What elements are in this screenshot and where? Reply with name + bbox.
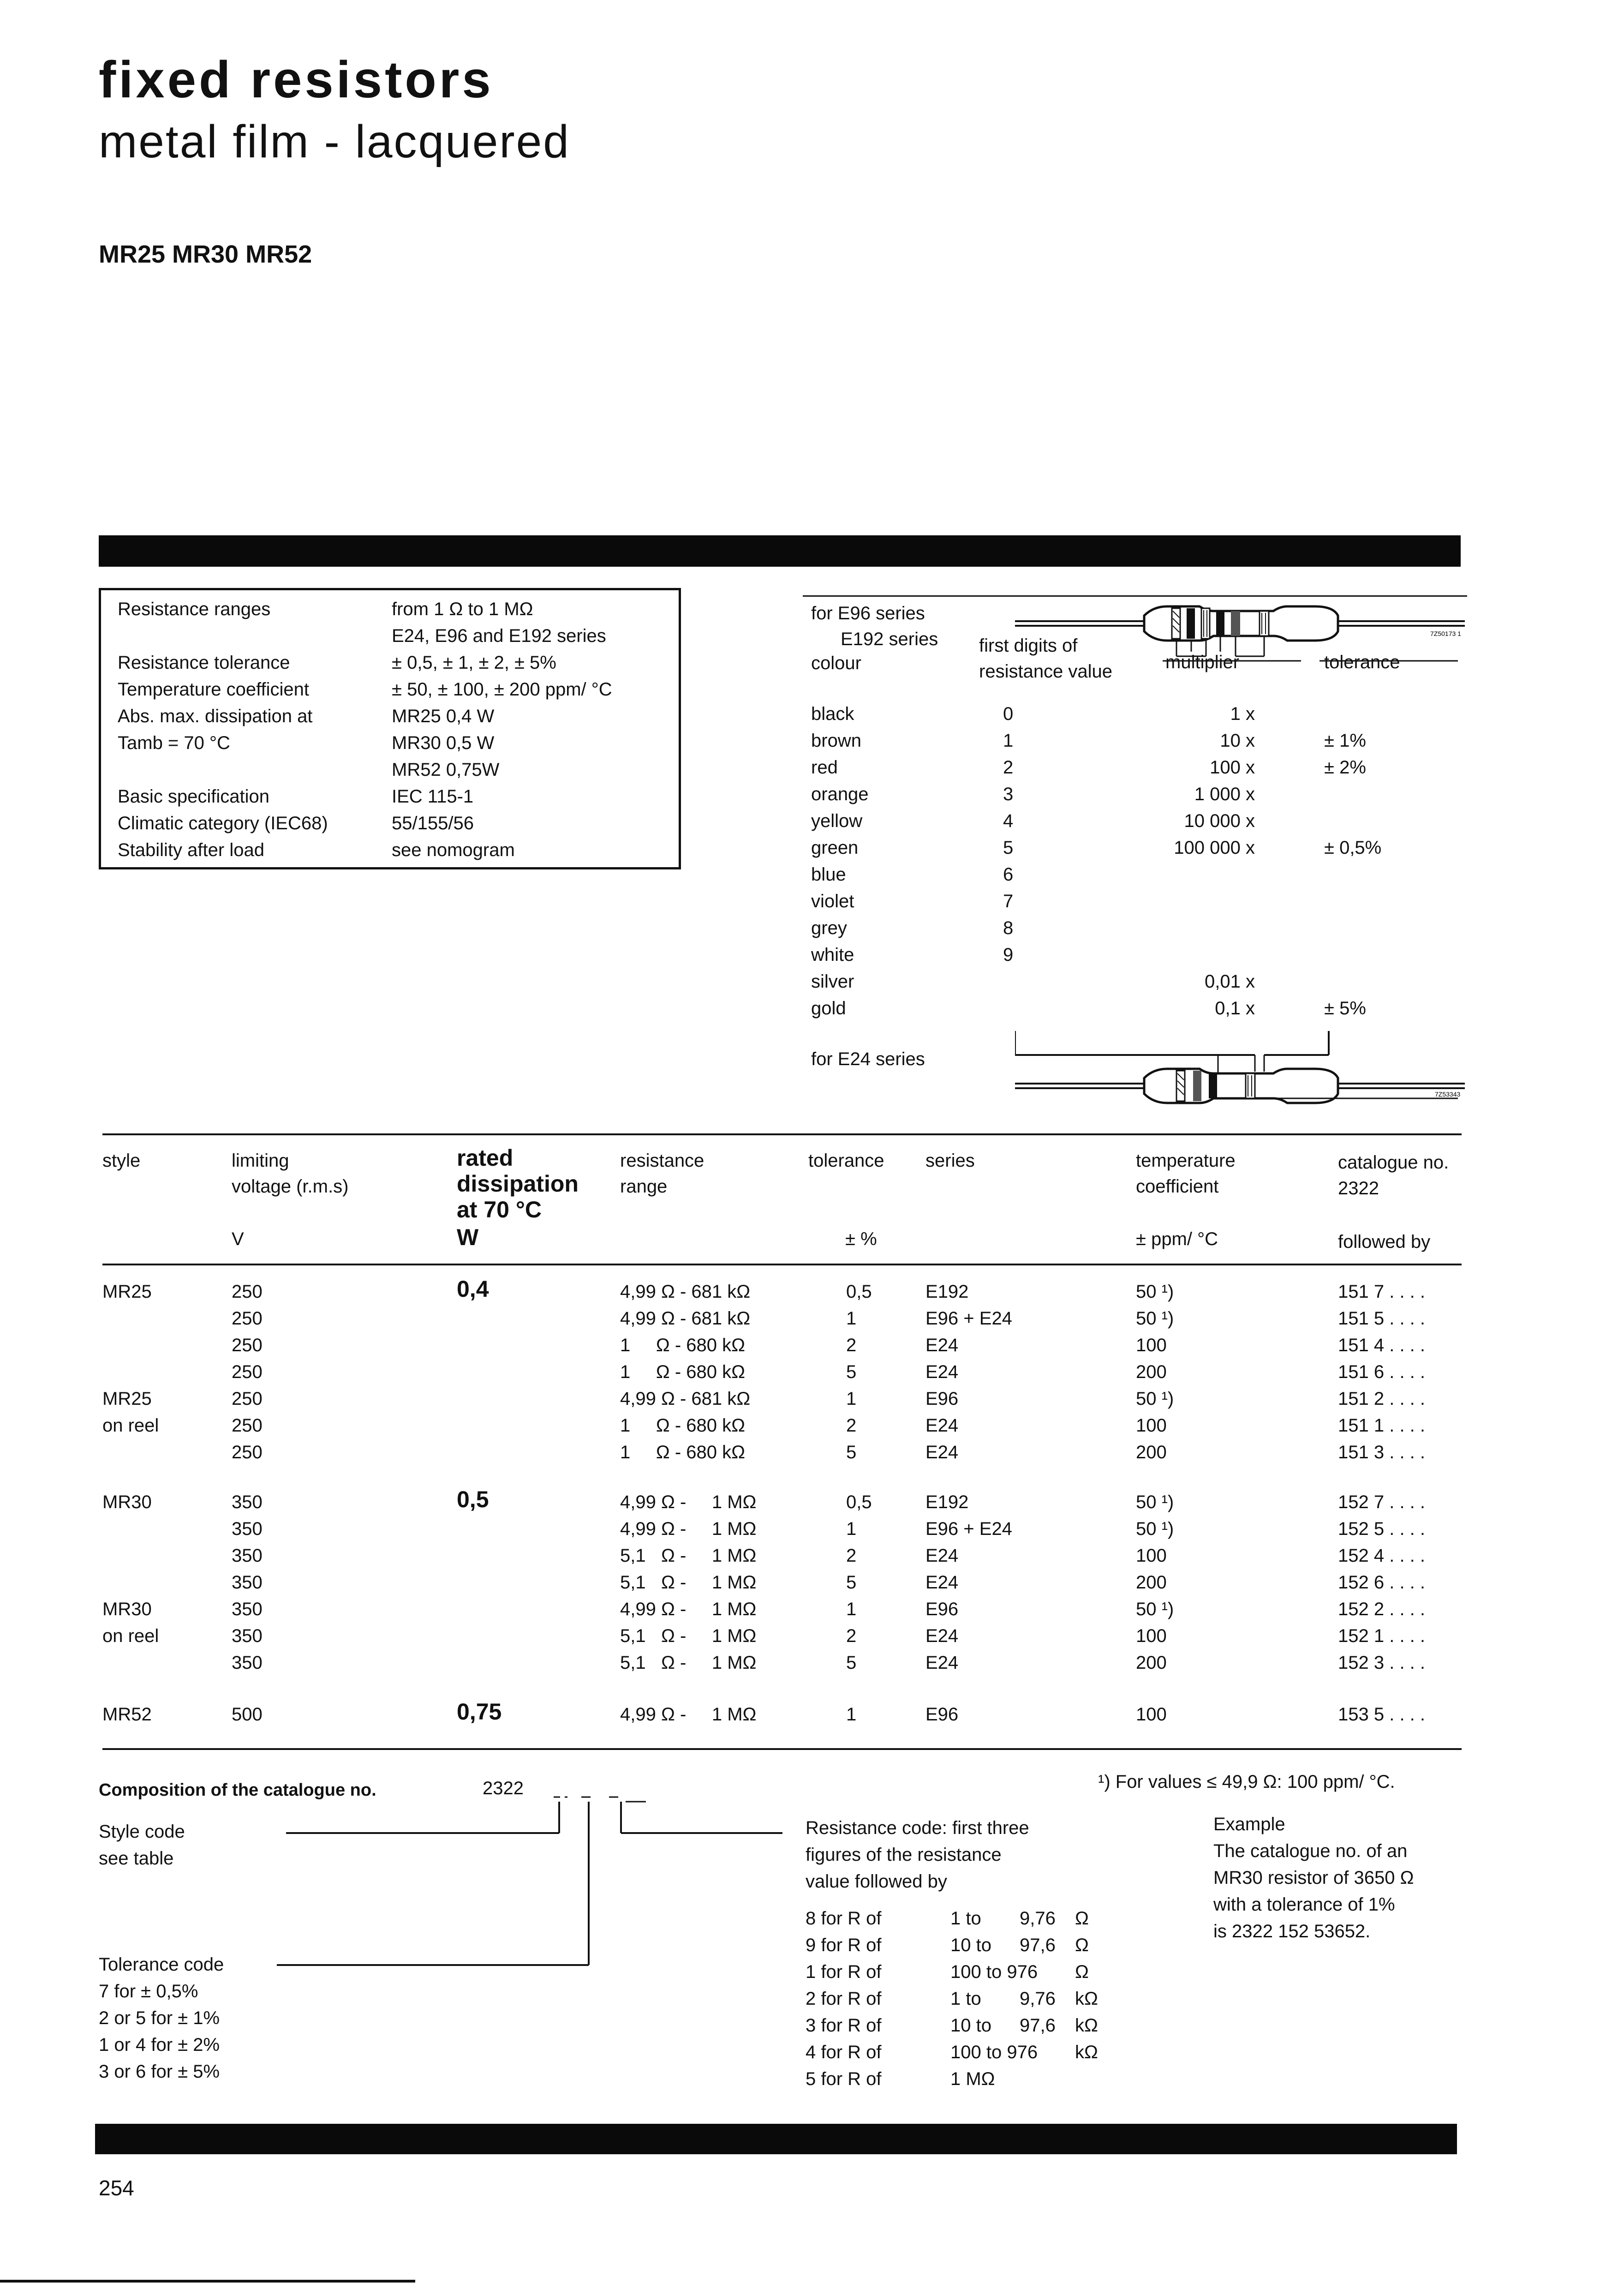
cell-voltage: 500 <box>232 1704 263 1725</box>
cell-tolerance: 5 <box>846 1442 857 1462</box>
cell-temp-coefficient: 50 ¹) <box>1136 1599 1174 1619</box>
cell-voltage: 350 <box>232 1519 263 1539</box>
cell-catalogue-no: 151 4 . . . . <box>1338 1335 1426 1355</box>
cell-resistance-range: 4,99 Ω - 1 MΩ <box>620 1519 757 1539</box>
colour-tolerance <box>1324 968 1381 995</box>
colour-multiplier <box>1116 915 1255 941</box>
cell-catalogue-no: 153 5 . . . . <box>1338 1704 1426 1725</box>
colour-digit: 8 <box>1003 918 1014 938</box>
example-box <box>1213 1811 1414 1945</box>
cell-tolerance: 2 <box>846 1335 857 1355</box>
colour-tolerance <box>1324 941 1381 968</box>
colour-multiplier: 10 000 x <box>1184 811 1255 831</box>
resistance-code-cell: 1 to <box>950 1908 981 1929</box>
cell-tolerance: 0,5 <box>846 1492 872 1512</box>
table-footnote: ¹) For values ≤ 49,9 Ω: 100 ppm/ °C. <box>1098 1772 1395 1792</box>
cell-temp-coefficient: 50 ¹) <box>1136 1282 1174 1302</box>
cell-resistance-range: 5,1 Ω - 1 MΩ <box>620 1626 757 1646</box>
spec-values <box>392 596 612 863</box>
cell-style: MR25 <box>102 1282 152 1302</box>
cell-temp-coefficient: 50 ¹) <box>1136 1519 1174 1539</box>
cell-series: E96 <box>925 1704 959 1725</box>
cell-temp-coefficient: 200 <box>1136 1442 1167 1462</box>
resistance-code-line: Resistance code: first three <box>806 1818 1029 1838</box>
spec-label: Basic specification <box>118 786 270 807</box>
cell-tolerance: 1 <box>846 1599 857 1619</box>
cell-series: E24 <box>925 1335 959 1355</box>
cell-tolerance: 5 <box>846 1572 857 1593</box>
cell-voltage: 350 <box>232 1626 263 1646</box>
colour-tolerance <box>1324 701 1381 727</box>
cell-voltage: 250 <box>232 1282 263 1302</box>
spec-value: MR52 0,75W <box>392 760 500 780</box>
cell-series: E24 <box>925 1626 959 1646</box>
spec-value: MR25 0,4 W <box>392 706 495 726</box>
colour-tolerance: ± 1% <box>1324 731 1366 751</box>
header-tolerance-unit: ± % <box>845 1229 877 1249</box>
first-digits-header: first digits of <box>979 635 1078 656</box>
colour-name: white <box>811 945 854 965</box>
see-table-label: see table <box>99 1848 174 1869</box>
colour-digit: 9 <box>1003 945 1014 965</box>
tolerance-code-line: 2 or 5 for ± 1% <box>99 2008 220 2028</box>
cell-temp-coefficient: 200 <box>1136 1653 1167 1673</box>
header-catalogue-prefix: 2322 <box>1338 1178 1379 1198</box>
tolerance-code-label: Tolerance code <box>99 1954 224 1975</box>
resistor-e96-diagram <box>1015 597 1467 676</box>
cell-catalogue-no: 152 7 . . . . <box>1338 1492 1426 1512</box>
cell-tolerance: 2 <box>846 1415 857 1436</box>
header-rated: rated <box>457 1145 513 1171</box>
multiplier-header: multiplier <box>1165 652 1240 672</box>
colour-name: green <box>811 838 859 858</box>
spec-value: MR30 0,5 W <box>392 733 495 753</box>
cell-series: E24 <box>925 1442 959 1462</box>
colour-tolerance <box>1324 861 1381 888</box>
header-limiting: limiting <box>232 1150 289 1171</box>
colour-name: blue <box>811 864 846 885</box>
spec-value: from 1 Ω to 1 MΩ <box>392 599 533 619</box>
resistance-code-cell: 8 for R of <box>806 1908 882 1929</box>
colour-name: yellow <box>811 811 863 831</box>
bottom-divider-bar <box>95 2124 1457 2154</box>
cell-style: on reel <box>102 1415 159 1436</box>
colour-multiplier: 100 000 x <box>1174 838 1255 858</box>
resistance-code-cell: kΩ <box>1075 1989 1098 2009</box>
cell-resistance-range: 1 Ω - 680 kΩ <box>620 1415 746 1436</box>
resistance-code-cell: Ω <box>1075 1908 1089 1929</box>
cell-series: E24 <box>925 1572 959 1593</box>
spec-label: Resistance ranges <box>118 599 271 619</box>
cell-dissipation: 0,5 <box>457 1486 489 1512</box>
header-tolerance: tolerance <box>808 1150 884 1171</box>
colour-digit: 3 <box>1003 784 1014 804</box>
cell-catalogue-no: 152 5 . . . . <box>1338 1519 1426 1539</box>
cell-style: on reel <box>102 1626 159 1646</box>
cell-series: E96 + E24 <box>925 1519 1012 1539</box>
resistance-code-cell: 5 for R of <box>806 2069 882 2089</box>
spec-label: Stability after load <box>118 840 264 860</box>
resistance-code-cell: Ω <box>1075 1962 1089 1982</box>
spec-label: Abs. max. dissipation at <box>118 706 313 726</box>
cell-temp-coefficient: 100 <box>1136 1626 1167 1646</box>
header-dissipation: dissipation <box>457 1171 579 1197</box>
header-followed-by: followed by <box>1338 1232 1431 1252</box>
example-line: The catalogue no. of an <box>1213 1841 1408 1861</box>
cell-catalogue-no: 151 5 . . . . <box>1338 1308 1426 1329</box>
tolerance-code-line: 1 or 4 for ± 2% <box>99 2035 220 2055</box>
colour-tolerance: ± 5% <box>1324 998 1366 1019</box>
header-temp-unit: ± ppm/ °C <box>1136 1229 1218 1249</box>
e24-series-label: for E24 series <box>811 1049 925 1069</box>
header-watt-unit: W <box>457 1224 479 1250</box>
spec-label: Climatic category (IEC68) <box>118 813 328 833</box>
resistance-code-cell: 100 to 976 <box>950 1962 1038 1982</box>
tolerance-code-list <box>99 1978 220 2085</box>
colour-name: gold <box>811 998 846 1019</box>
colour-code-section <box>803 595 1467 1126</box>
cell-series: E24 <box>925 1362 959 1382</box>
colour-digit: 0 <box>1003 704 1014 724</box>
header-coefficient: coefficient <box>1136 1176 1219 1197</box>
cell-catalogue-no: 152 6 . . . . <box>1338 1572 1426 1593</box>
colour-name: orange <box>811 784 869 804</box>
cell-voltage: 350 <box>232 1653 263 1673</box>
cell-temp-coefficient: 100 <box>1136 1335 1167 1355</box>
colour-name: red <box>811 757 838 778</box>
style-code-label: Style code <box>99 1822 185 1842</box>
colour-names <box>811 701 869 1022</box>
cell-tolerance: 1 <box>846 1519 857 1539</box>
spec-value: ± 50, ± 100, ± 200 ppm/ °C <box>392 679 612 700</box>
cell-catalogue-no: 151 2 . . . . <box>1338 1389 1426 1409</box>
cell-dissipation: 0,75 <box>457 1699 502 1725</box>
spec-label <box>118 623 328 649</box>
cell-voltage: 250 <box>232 1389 263 1409</box>
resistance-value-header: resistance value <box>979 661 1113 682</box>
cell-temp-coefficient: 50 ¹) <box>1136 1389 1174 1409</box>
header-series: series <box>925 1150 975 1171</box>
colour-tolerance <box>1324 781 1381 808</box>
cell-catalogue-no: 151 6 . . . . <box>1338 1362 1426 1382</box>
cell-tolerance: 2 <box>846 1546 857 1566</box>
cell-resistance-range: 4,99 Ω - 681 kΩ <box>620 1308 751 1329</box>
cell-temp-coefficient: 100 <box>1136 1546 1167 1566</box>
resistance-code-cell: 97,6 <box>1020 2015 1056 2036</box>
colour-header: colour <box>811 653 861 673</box>
page-number: 254 <box>99 2176 134 2200</box>
spec-value: see nomogram <box>392 840 515 860</box>
example-line: Example <box>1213 1814 1285 1834</box>
colour-multiplier: 0,1 x <box>1215 998 1255 1019</box>
colour-digits <box>1003 701 1013 1022</box>
cell-dissipation: 0,4 <box>457 1276 489 1302</box>
cell-voltage: 250 <box>232 1308 263 1329</box>
page-bottom-edge-rule <box>0 2280 415 2283</box>
resistance-code-cell: 9 for R of <box>806 1935 882 1955</box>
resistance-code-line: figures of the resistance <box>806 1845 1002 1865</box>
colour-tolerance <box>1324 915 1381 941</box>
cell-temp-coefficient: 50 ¹) <box>1136 1308 1174 1329</box>
colour-digit: 6 <box>1003 864 1014 885</box>
cell-catalogue-no: 152 1 . . . . <box>1338 1626 1426 1646</box>
cell-catalogue-no: 151 7 . . . . <box>1338 1282 1426 1302</box>
colour-digit: 5 <box>1003 838 1014 858</box>
colour-multiplier <box>1116 888 1255 915</box>
cell-catalogue-no: 152 3 . . . . <box>1338 1653 1426 1673</box>
cell-resistance-range: 1 Ω - 680 kΩ <box>620 1335 746 1355</box>
colour-name: brown <box>811 731 861 751</box>
cell-style: MR52 <box>102 1704 152 1725</box>
composition-title: Composition of the catalogue no. <box>99 1780 376 1800</box>
tolerance-header: tolerance <box>1324 652 1400 672</box>
resistor-e24-diagram <box>1015 1029 1467 1112</box>
cell-tolerance: 0,5 <box>846 1282 872 1302</box>
resistance-code-line: value followed by <box>806 1871 947 1892</box>
header-range: range <box>620 1176 668 1197</box>
composition-number: 2322 <box>483 1778 524 1798</box>
cell-voltage: 250 <box>232 1415 263 1436</box>
colour-multiplier: 100 x <box>1210 757 1255 778</box>
resistance-code-cell: 3 for R of <box>806 2015 882 2036</box>
colour-digit: 2 <box>1003 757 1014 778</box>
colour-tolerance: ± 2% <box>1324 757 1366 778</box>
tolerance-code-line: 7 for ± 0,5% <box>99 1981 198 2001</box>
e192-series-label: E192 series <box>841 629 938 649</box>
colour-name: black <box>811 704 854 724</box>
cell-catalogue-no: 151 3 . . . . <box>1338 1442 1426 1462</box>
cell-voltage: 250 <box>232 1362 263 1382</box>
colour-name: grey <box>811 918 847 938</box>
colour-section-top-rule <box>803 595 1467 597</box>
cell-series: E96 <box>925 1599 959 1619</box>
cell-style: MR30 <box>102 1599 152 1619</box>
colour-multipliers <box>1116 701 1255 1022</box>
cell-catalogue-no: 152 2 . . . . <box>1338 1599 1426 1619</box>
colour-multiplier <box>1116 861 1255 888</box>
colour-tolerance: ± 0,5% <box>1324 838 1382 858</box>
resistance-code-cell: kΩ <box>1075 2015 1098 2036</box>
colour-tolerance <box>1324 808 1381 834</box>
resistance-code-cell: 1 to <box>950 1989 981 2009</box>
resistance-code-cell: 1 MΩ <box>950 2069 995 2089</box>
cell-temp-coefficient: 200 <box>1136 1572 1167 1593</box>
colour-name: violet <box>811 891 854 911</box>
cell-series: E24 <box>925 1653 959 1673</box>
specifications-box <box>99 588 681 869</box>
cell-catalogue-no: 152 4 . . . . <box>1338 1546 1426 1566</box>
cell-resistance-range: 1 Ω - 680 kΩ <box>620 1362 746 1382</box>
cell-series: E96 <box>925 1389 959 1409</box>
cell-series: E24 <box>925 1546 959 1566</box>
colour-digit <box>1003 995 1013 1022</box>
colour-digit: 4 <box>1003 811 1014 831</box>
cell-temp-coefficient: 100 <box>1136 1415 1167 1436</box>
example-line: MR30 resistor of 3650 Ω <box>1213 1868 1414 1888</box>
cell-resistance-range: 5,1 Ω - 1 MΩ <box>620 1572 757 1593</box>
tolerance-code-line: 3 or 6 for ± 5% <box>99 2061 220 2082</box>
colour-digit <box>1003 968 1013 995</box>
drawing-code-bottom: 7Z53343 <box>1435 1091 1461 1098</box>
cell-style: MR25 <box>102 1389 152 1409</box>
resistance-code-cell: 100 to 976 <box>950 2042 1038 2062</box>
cell-series: E192 <box>925 1492 969 1512</box>
table-header-rule <box>102 1264 1462 1265</box>
example-line: is 2322 152 53652. <box>1213 1921 1371 1941</box>
page-subtitle: metal film - lacquered <box>99 116 570 168</box>
spec-label <box>118 756 328 783</box>
cell-tolerance: 2 <box>846 1626 857 1646</box>
cell-style: MR30 <box>102 1492 152 1512</box>
colour-tolerance <box>1324 888 1381 915</box>
colour-digit: 7 <box>1003 891 1014 911</box>
cell-resistance-range: 4,99 Ω - 1 MΩ <box>620 1704 757 1725</box>
cell-tolerance: 1 <box>846 1704 857 1725</box>
table-top-rule <box>102 1133 1462 1135</box>
cell-series: E96 + E24 <box>925 1308 1012 1329</box>
header-style: style <box>102 1150 141 1171</box>
resistance-code-cell: 9,76 <box>1020 1908 1056 1929</box>
cell-series: E24 <box>925 1415 959 1436</box>
colour-multiplier: 10 x <box>1220 731 1255 751</box>
cell-voltage: 350 <box>232 1599 263 1619</box>
spec-labels <box>118 596 328 863</box>
cell-catalogue-no: 151 1 . . . . <box>1338 1415 1426 1436</box>
example-line: with a tolerance of 1% <box>1213 1894 1395 1915</box>
header-volt-unit: V <box>232 1229 244 1249</box>
cell-temp-coefficient: 100 <box>1136 1704 1167 1725</box>
cell-voltage: 250 <box>232 1442 263 1462</box>
cell-resistance-range: 5,1 Ω - 1 MΩ <box>620 1653 757 1673</box>
resistance-code-cell: 9,76 <box>1020 1989 1056 2009</box>
cell-series: E192 <box>925 1282 969 1302</box>
resistance-code-text <box>806 1815 1029 1895</box>
cell-resistance-range: 4,99 Ω - 1 MΩ <box>620 1599 757 1619</box>
cell-resistance-range: 4,99 Ω - 681 kΩ <box>620 1282 751 1302</box>
resistance-code-cell: 97,6 <box>1020 1935 1056 1955</box>
header-catalogue: catalogue no. <box>1338 1152 1449 1173</box>
spec-label: Tamb = 70 °C <box>118 733 230 753</box>
model-list: MR25 MR30 MR52 <box>99 240 312 268</box>
colour-multiplier <box>1116 941 1255 968</box>
colour-tolerances <box>1324 701 1381 1022</box>
colour-multiplier: 0,01 x <box>1205 971 1255 992</box>
spec-value: 55/155/56 <box>392 813 474 833</box>
resistance-code-cell: 10 to <box>950 2015 991 2036</box>
resistance-code-cell: kΩ <box>1075 2042 1098 2062</box>
cell-tolerance: 5 <box>846 1653 857 1673</box>
drawing-code-top: 7Z50173 1 <box>1430 630 1461 637</box>
resistance-code-cell: 2 for R of <box>806 1989 882 2009</box>
spec-value: E24, E96 and E192 series <box>392 626 606 646</box>
cell-resistance-range: 5,1 Ω - 1 MΩ <box>620 1546 757 1566</box>
colour-name: silver <box>811 971 854 992</box>
top-divider-bar <box>99 535 1461 567</box>
spec-value: IEC 115-1 <box>392 786 474 807</box>
cell-voltage: 350 <box>232 1492 263 1512</box>
colour-multiplier: 1 x <box>1230 704 1255 724</box>
header-resistance: resistance <box>620 1150 705 1171</box>
header-at-temp: at 70 °C <box>457 1197 542 1222</box>
spec-label: Resistance tolerance <box>118 653 290 673</box>
header-temperature: temperature <box>1136 1150 1236 1171</box>
cell-temp-coefficient: 200 <box>1136 1362 1167 1382</box>
spec-value: ± 0,5, ± 1, ± 2, ± 5% <box>392 653 556 673</box>
cell-tolerance: 5 <box>846 1362 857 1382</box>
page-title: fixed resistors <box>99 51 494 108</box>
colour-multiplier: 1 000 x <box>1194 784 1255 804</box>
resistance-code-cell: 1 for R of <box>806 1962 882 1982</box>
table-bottom-rule <box>102 1748 1462 1750</box>
cell-voltage: 250 <box>232 1335 263 1355</box>
cell-resistance-range: 1 Ω - 680 kΩ <box>620 1442 746 1462</box>
cell-resistance-range: 4,99 Ω - 681 kΩ <box>620 1389 751 1409</box>
resistance-code-cell: 10 to <box>950 1935 991 1955</box>
spec-label: Temperature coefficient <box>118 679 310 700</box>
cell-tolerance: 1 <box>846 1389 857 1409</box>
resistance-code-cell: Ω <box>1075 1935 1089 1955</box>
cell-voltage: 350 <box>232 1572 263 1593</box>
cell-temp-coefficient: 50 ¹) <box>1136 1492 1174 1512</box>
cell-resistance-range: 4,99 Ω - 1 MΩ <box>620 1492 757 1512</box>
cell-voltage: 350 <box>232 1546 263 1566</box>
header-voltage: voltage (r.m.s) <box>232 1176 349 1197</box>
cell-tolerance: 1 <box>846 1308 857 1329</box>
colour-digit: 1 <box>1003 731 1014 751</box>
resistance-code-cell: 4 for R of <box>806 2042 882 2062</box>
e96-series-label: for E96 series <box>811 603 925 623</box>
